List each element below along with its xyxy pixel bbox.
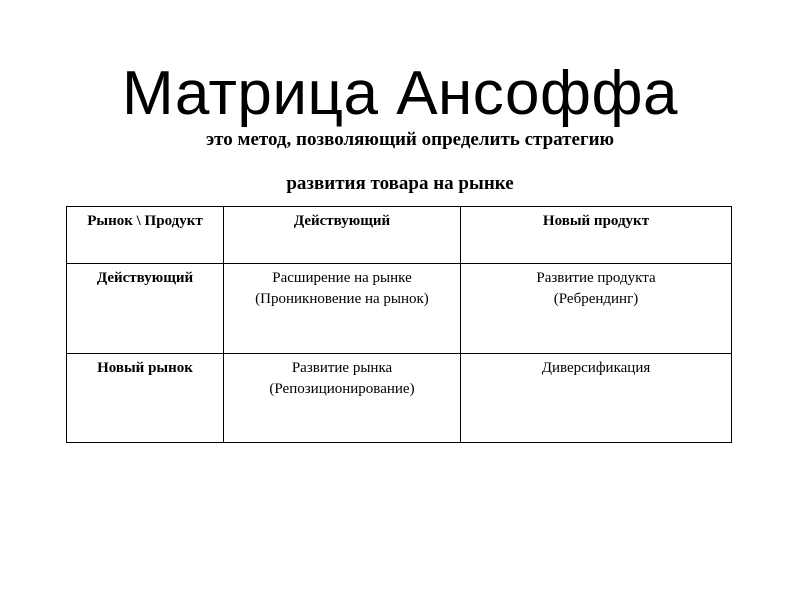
row-header-existing-market: Действующий — [67, 264, 224, 354]
slide-title: Матрица Ансоффа — [122, 59, 678, 128]
subtitle-line-1: это метод, позволяющий определить стратегию — [205, 129, 615, 150]
table-row-new-market — [67, 354, 732, 443]
cell-line: Развитие продукта — [536, 270, 656, 286]
ansoff-matrix-table — [66, 206, 732, 443]
table-header-row — [67, 207, 732, 264]
cell-line: Диверсификация — [541, 360, 651, 376]
cell-market-development — [224, 354, 461, 443]
column-header-new-product: Новый продукт — [461, 207, 732, 264]
table-corner-cell: Рынок \ Продукт — [67, 207, 224, 264]
cell-line: (Проникновение на рынок) — [255, 291, 429, 307]
column-header-existing-product: Действующий — [224, 207, 461, 264]
cell-line: Расширение на рынке — [272, 270, 412, 286]
cell-line: (Ребрендинг) — [553, 291, 639, 307]
cell-market-penetration — [224, 264, 461, 354]
cell-line: Развитие рынка — [291, 360, 393, 376]
cell-line: (Репозиционирование) — [269, 381, 415, 397]
subtitle-line-2: развития товара на рынке — [286, 173, 514, 194]
row-header-new-market: Новый рынок — [67, 354, 224, 443]
cell-diversification — [461, 354, 732, 443]
cell-product-development — [461, 264, 732, 354]
table-row-existing-market — [67, 264, 732, 354]
